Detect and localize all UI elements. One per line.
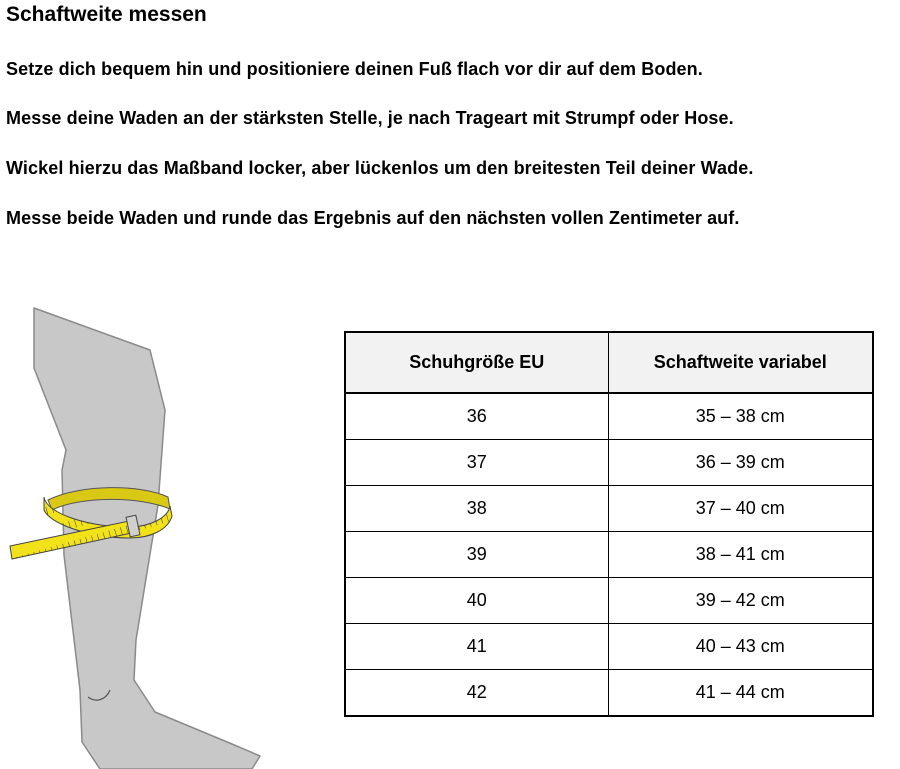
shoe-size-cell: 40: [345, 578, 608, 624]
instruction-1: Setze dich bequem hin und positioniere deinen Fuß flach vor dir auf dem Boden.: [6, 59, 703, 79]
shoe-size-cell: 36: [345, 393, 608, 440]
shaft-width-cell: 35 – 38 cm: [608, 393, 873, 440]
shaft-width-cell: 41 – 44 cm: [608, 670, 873, 717]
shoe-size-cell: 37: [345, 440, 608, 486]
shaft-width-cell: 38 – 41 cm: [608, 532, 873, 578]
shoe-size-cell: 42: [345, 670, 608, 717]
table-header-row: [345, 332, 873, 393]
shaft-width-cell: 39 – 42 cm: [608, 578, 873, 624]
shoe-size-cell: 41: [345, 624, 608, 670]
table-row: [345, 532, 873, 578]
table-row: [345, 624, 873, 670]
instruction-4: Messe beide Waden und runde das Ergebnis auf den nächsten vollen Zentimeter auf.: [6, 208, 740, 228]
instruction-2: Messe deine Waden an der stärksten Stelle, je nach Trageart mit Strumpf oder Hose.: [6, 108, 734, 128]
header-shaft-width: Schaftweite variabel: [608, 332, 873, 393]
instruction-3: Wickel hierzu das Maßband locker, aber lückenlos um den breitesten Teil deiner Wade.: [6, 158, 754, 178]
header-shoe-size: Schuhgröße EU: [345, 332, 608, 393]
shaft-width-cell: 37 – 40 cm: [608, 486, 873, 532]
shoe-size-cell: 38: [345, 486, 608, 532]
table-row: [345, 486, 873, 532]
table-row: [345, 578, 873, 624]
table-row: [345, 670, 873, 717]
size-table: [344, 331, 874, 717]
leg-illustration-icon: [0, 300, 290, 769]
table-row: [345, 393, 873, 440]
page-title: Schaftweite messen: [6, 3, 207, 26]
shaft-width-cell: 40 – 43 cm: [608, 624, 873, 670]
shoe-size-cell: 39: [345, 532, 608, 578]
shaft-width-cell: 36 – 39 cm: [608, 440, 873, 486]
table-row: [345, 440, 873, 486]
